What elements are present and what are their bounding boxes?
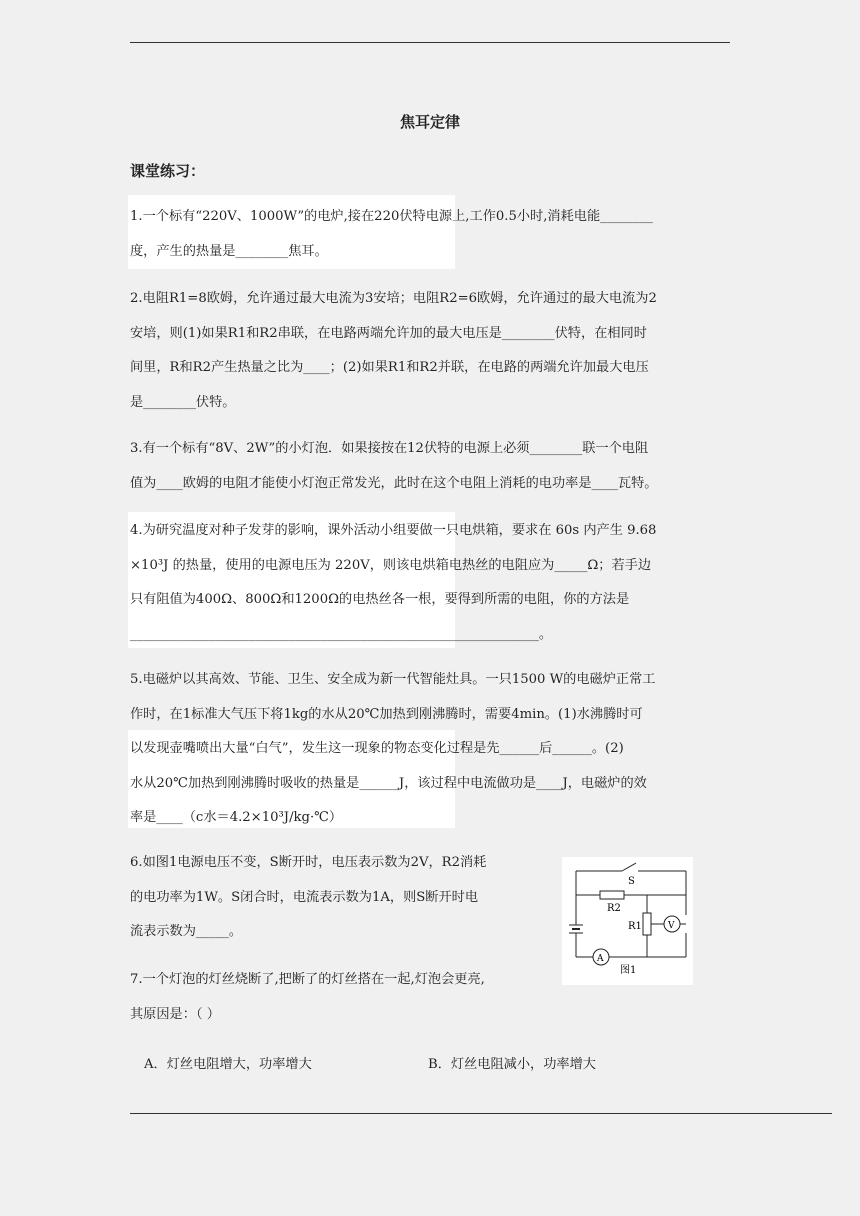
question-4-line-4: ______________________________________________________________。 xyxy=(130,626,552,642)
page-title: 焦耳定律 xyxy=(399,113,460,131)
circuit-figure xyxy=(562,857,693,985)
question-2-line-2: 安培，则(1)如果R1和R2串联，在电路两端允许加的最大电压是________伏特，在相同时 xyxy=(130,325,647,341)
question-7-line-2: 其原因是：（ ） xyxy=(130,1006,220,1022)
question-6-line-1: 6.如图1电源电压不变，S断开时，电压表示数为2V，R2消耗 xyxy=(130,855,487,870)
option-a: A．灯丝电阻增大，功率增大 xyxy=(144,1057,312,1072)
r1-label: R1 xyxy=(628,921,642,932)
header-rule xyxy=(130,42,730,43)
question-1 xyxy=(130,200,730,269)
figure-caption: 图1 xyxy=(620,965,637,976)
circuit-diagram xyxy=(562,857,693,985)
question-5-line-3: 以发现壶嘴喷出大量“白气”，发生这一现象的物态变化过程是先______后______。(2) xyxy=(130,741,624,756)
question-5-line-5: 率是____（c水＝4.2×10³J/kg·℃） xyxy=(130,810,343,825)
question-1-line-2: 度，产生的热量是________焦耳。 xyxy=(130,243,328,259)
question-6-line-2: 的电功率为1W。S闭合时，电流表示数为1A，则S断开时电 xyxy=(130,889,479,905)
switch-label: S xyxy=(628,876,635,887)
question-2-line-1: 2.电阻R1=8欧姆，允许通过最大电流为3安培；电阻R2=6欧姆，允许通过的最大电流为2 xyxy=(130,291,657,306)
footer-rule xyxy=(130,1113,832,1114)
question-4-line-3: 只有阻值为400Ω、800Ω和1200Ω的电热丝各一根，要得到所需的电阻，你的方法是 xyxy=(130,592,630,607)
question-2-line-4: 是________伏特。 xyxy=(130,394,236,410)
question-3 xyxy=(130,432,730,501)
question-3-line-1: 3.有一个标有“8V、2W”的小灯泡．如果接按在12伏特的电源上必须________联一个电阻 xyxy=(130,441,649,456)
question-5-line-2: 作时，在1标准大气压下将1kg的水从20℃加热到刚沸腾时，需要4min。(1)水沸腾时可 xyxy=(130,706,643,722)
question-2 xyxy=(130,282,730,420)
question-1-line-1: 1.一个标有“220V、1000W”的电炉,接在220伏特电源上,工作0.5小时,消耗电能________ xyxy=(130,209,653,224)
voltmeter-label: V xyxy=(668,921,675,931)
question-3-line-2: 值为____欧姆的电阻才能使小灯泡正常发光，此时在这个电阻上消耗的电功率是____瓦特。 xyxy=(130,475,658,491)
question-5 xyxy=(130,663,730,836)
question-4-line-1: 4.为研究温度对种子发芽的影响，课外活动小组要做一只电烘箱，要求在 60s 内产生 9.68 xyxy=(130,523,657,538)
question-6-line-3: 流表示数为_____。 xyxy=(130,924,243,939)
option-b: B．灯丝电阻减小，功率增大 xyxy=(428,1057,596,1072)
r2-label: R2 xyxy=(607,903,621,914)
question-5-line-1: 5.电磁炉以其高效、节能、卫生、安全成为新一代智能灶具。一只1500 W的电磁炉正常工 xyxy=(130,672,656,687)
ammeter-label: A xyxy=(597,954,604,964)
section-heading: 课堂练习： xyxy=(130,162,206,180)
question-7 xyxy=(130,963,560,1032)
question-5-line-4: 水从20℃加热到刚沸腾时吸收的热量是______J，该过程中电流做功是____J，电磁炉的效 xyxy=(130,775,647,791)
question-4-line-2: ×10³J 的热量，使用的电源电压为 220V，则该电烘箱电热丝的电阻应为_____Ω；若手边 xyxy=(130,557,652,573)
question-7-line-1: 7.一个灯泡的灯丝烧断了,把断了的灯丝搭在一起,灯泡会更亮, xyxy=(130,972,485,987)
question-2-line-3: 间里，R和R2产生热量之比为____；(2)如果R1和R2并联，在电路的两端允许加最大电压 xyxy=(130,360,649,375)
question-6 xyxy=(130,846,560,950)
question-4 xyxy=(130,514,730,652)
